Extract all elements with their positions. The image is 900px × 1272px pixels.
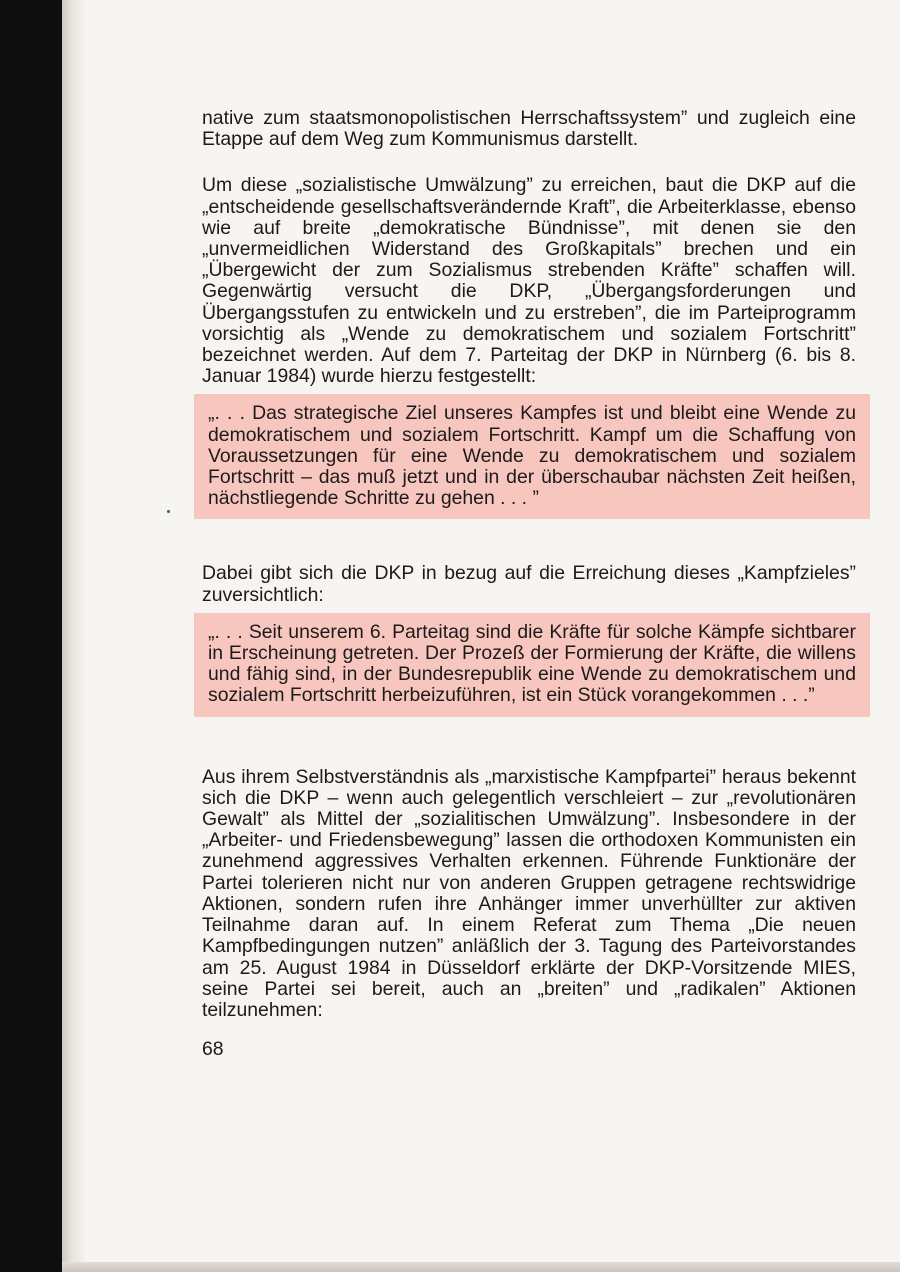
book-spine — [0, 0, 62, 1272]
quote-text: „. . . Das strategische Ziel unseres Kampfes ist und bleibt eine Wende zu demokratischem und sozialem Fortschritt. Kampf um die Schaffung von Voraussetzungen für eine Wende zu demokratischem und sozialem Fortschritt – das muß jetzt und in der überschaubar nächsten Zeit heißen, nächstliegende Schritte zu gehen . . . ” — [208, 402, 856, 510]
margin-speck — [167, 510, 170, 513]
highlighted-quote-parteitag — [194, 394, 870, 519]
highlighted-quote-formierung — [194, 613, 870, 717]
quote-text: „. . . Seit unserem 6. Parteitag sind die Kräfte für solche Kämpfe sichtbarer in Erscheinung getreten. Der Prozeß der Formierung der Kräfte, die willens und fähig sind, in der Bundesrepublik eine Wende zu demokratischem und sozialem Fortschritt herbeizuführen, ist ein Stück vorangekommen . . .” — [208, 620, 856, 707]
paragraph-continuation: native zum staatsmonopolistischen Herrschaftssystem” und zugleich eine Etappe auf dem Weg zum Kommunismus darstellt. — [202, 107, 856, 151]
gutter-shadow — [62, 0, 86, 1272]
page-number: 68 — [202, 1038, 224, 1061]
paragraph-sozialistische-umwaelzung: Um diese „sozialistische Umwälzung” zu erreichen, baut die DKP auf die „entscheidende gesellschaftsverändernde Kraft”, die Arbeiterklasse, ebenso wie auf breite „demokratische Bündnisse”, mit denen sie den „unvermeidlichen Widerstand des Großkapitals” brechen und ein „Übergewicht der zum Sozialismus strebenden Kräfte” schaffen will. Gegenwärtig versucht die DKP, „Übergangsforderungen und Übergangsstufen zu entwickeln und zu erstreben”, die im Parteiprogramm vorsichtig als „Wende zu demokratischem und sozialem Fortschritt” bezeichnet werden. Auf dem 7. Parteitag der DKP in Nürnberg (6. bis 8. Januar 1984) wurde hierzu festgestellt: — [202, 174, 856, 388]
page-content — [202, 108, 856, 1060]
paragraph-kampfziel: Dabei gibt sich die DKP in bezug auf die Erreichung dieses „Kampfzieles” zuversichtlich: — [202, 562, 856, 606]
paragraph-revolutionaere-gewalt: Aus ihrem Selbstverständnis als „marxistische Kampfpartei” heraus bekennt sich die DKP – wenn auch gelegentlich verschleiert – zur „revolutionären Gewalt” als Mittel der „sozialitischen Umwälzung”. Insbesondere in der „Arbeiter- und Friedensbewegung” lassen die orthodoxen Kommunisten ein zunehmend aggressives Verhalten erkennen. Führende Funktionäre der Partei tolerieren nicht nur von anderen Gruppen getragene rechtswidrige Aktionen, sondern rufen ihre Anhänger immer unverhüllter zur aktiven Teilnahme daran auf. In einem Referat zum Thema „Die neuen Kampfbedingungen nutzen” anläßlich der 3. Tagung des Parteivorstandes am 25. August 1984 in Düsseldorf erklärte der DKP-Vorsitzende MIES, seine Partei sei bereit, auch an „breiten” und „radikalen” Aktionen teilzunehmen: — [202, 765, 856, 1021]
page-bottom-edge — [62, 1262, 900, 1272]
